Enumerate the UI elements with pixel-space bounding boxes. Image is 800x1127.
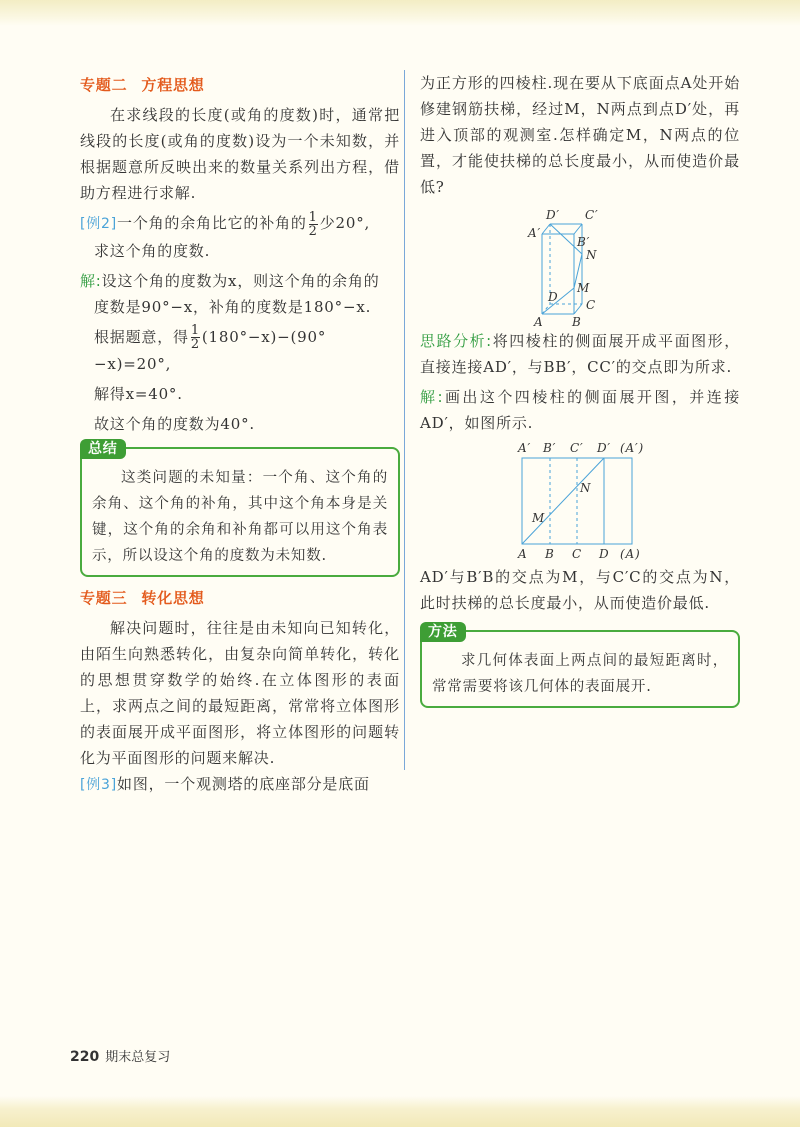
- solution-line-2: 度数是90°−x，补角的度数是180°−x.: [94, 297, 372, 316]
- page-number: 220: [70, 1049, 100, 1065]
- method-box: [420, 624, 740, 708]
- example-2-text-2: 少20°,: [319, 214, 371, 232]
- prism-figure: [420, 206, 740, 326]
- net-label-m: M: [532, 511, 546, 525]
- label-n: N: [586, 248, 598, 262]
- method-text: 求几何体表面上两点间的最短距离时，常常需要将该几何体的表面展开.: [432, 653, 728, 695]
- page-footer: [70, 1046, 170, 1065]
- label-c-prime: C′: [585, 208, 599, 222]
- analysis-line: [420, 328, 740, 380]
- example-2-tag: [例2]: [80, 216, 118, 232]
- net-top-label-2: C′: [570, 441, 584, 455]
- conclusion-text: AD′与B′B的交点为M，与C′C的交点为N，此时扶梯的总长度最小，从而使造价最低.: [420, 568, 740, 612]
- net-top-label-3: D′: [597, 441, 611, 455]
- net-bottom-label-1: B: [545, 547, 555, 560]
- net-bottom-label-3: D: [599, 547, 610, 560]
- right-solution: [420, 384, 740, 436]
- example-3-continuation: 为正方形的四棱柱.现在要从下底面点A处开始修建钢筋扶梯，经过M，N两点到点D′处，再进入顶部的观测室.怎样确定M，N两点的位置，才能使扶梯的总长度最小，从而使造价最低?: [420, 74, 740, 196]
- analysis-text: 将四棱柱的侧面展开成平面图形，直接连接AD′，与BB′，CC′的交点即为所求.: [420, 332, 740, 376]
- topic-3-paragraph: 解决问题时，往往是由未知向已知转化，由陌生向熟悉转化，由复杂向简单转化，转化的思想贯穿数学的始终.在立体图形的表面上，求两点之间的最短距离，常常将立体图形的表面展开成平面图形，将立体图形的问题转化为平面图形的问题来解决.: [80, 619, 400, 767]
- topic-2-title: 方程思想: [141, 76, 205, 94]
- label-c: C: [586, 298, 596, 312]
- label-d-prime: D′: [546, 208, 560, 222]
- net-figure: [420, 440, 740, 560]
- label-a-prime: A′: [528, 226, 541, 240]
- topic-2-paragraph: 在求线段的长度(或角的度数)时，通常把线段的长度(或角的度数)设为一个未知数，并根据题意所反映出来的数量关系列出方程，借助方程进行求解.: [80, 106, 400, 202]
- example-2-text-1: 一个角的余角比它的补角的: [117, 214, 307, 232]
- topic-2-heading: [80, 72, 400, 98]
- footer-section: 期末总复习: [105, 1050, 171, 1065]
- right-column: [420, 70, 740, 716]
- topic-3-title: 转化思想: [141, 589, 205, 607]
- fraction-one-half: [309, 211, 318, 238]
- net-top-label-1: B′: [543, 441, 557, 455]
- fraction-numerator: 1: [308, 209, 318, 225]
- page-top-edge: [0, 0, 800, 26]
- net-bottom-label-0: A: [518, 547, 528, 560]
- solution-line-5: 故这个角的度数为40°.: [94, 415, 255, 433]
- summary-text: 这类问题的未知量：一个角、这个角的余角、这个角的补角，其中这个角本身是关键，这个角的余角和补角都可以用这个角表示，所以设这个角的度数为未知数.: [92, 470, 388, 564]
- topic-3-number: 专题三: [80, 589, 128, 607]
- example-3-question-start: [80, 771, 400, 798]
- net-bottom-label-4: (A): [620, 547, 641, 560]
- net-label-n: N: [580, 481, 592, 495]
- fraction-one-half-2: [191, 324, 200, 351]
- solution-text-3a: 根据题意，得: [94, 327, 189, 346]
- net-diagram: [420, 440, 740, 560]
- solution-text-right: 画出这个四棱柱的侧面展开图，并连接AD′，如图所示.: [420, 388, 740, 432]
- label-a: A: [534, 315, 544, 326]
- left-column: [80, 70, 400, 798]
- topic-2-number: 专题二: [80, 76, 128, 94]
- prism-diagram: [420, 206, 740, 326]
- fraction-numerator: 1: [190, 323, 200, 338]
- solution-text-3b: (180°−x)−(90°−x)=20°,: [94, 327, 327, 373]
- solution-text-1: 设这个角的度数为x，则这个角的余角的: [101, 271, 380, 290]
- summary-badge: 总结: [80, 439, 126, 459]
- label-b: B: [572, 315, 582, 326]
- topic-3-heading: [80, 585, 400, 611]
- label-b-prime: B′: [577, 235, 591, 249]
- net-top-label-4: (A′): [620, 441, 644, 455]
- example-3-text-start: 如图，一个观测塔的底座部分是底面: [117, 775, 370, 793]
- column-divider: [404, 70, 405, 770]
- method-badge: 方法: [420, 622, 466, 642]
- example-3-tag: [例3]: [80, 777, 118, 793]
- net-top-label-0: A′: [518, 441, 531, 455]
- summary-box: [80, 441, 400, 577]
- net-bottom-label-2: C: [572, 547, 582, 560]
- example-2-question: [80, 210, 400, 238]
- solution-label-2: 解:: [420, 388, 444, 406]
- solution-line-4: 解得x=40°.: [94, 385, 183, 403]
- page-bottom-edge: [0, 1096, 800, 1127]
- solution-label: 解:: [80, 271, 102, 290]
- solution-line-1: [80, 268, 400, 294]
- fraction-denominator: 2: [190, 337, 200, 352]
- example-2-text-3: 求这个角的度数.: [94, 241, 211, 260]
- analysis-label: 思路分析:: [420, 332, 492, 350]
- fraction-denominator: 2: [308, 223, 318, 239]
- label-d: D: [548, 290, 559, 304]
- label-m: M: [577, 281, 591, 295]
- solution-line-3: [80, 324, 400, 378]
